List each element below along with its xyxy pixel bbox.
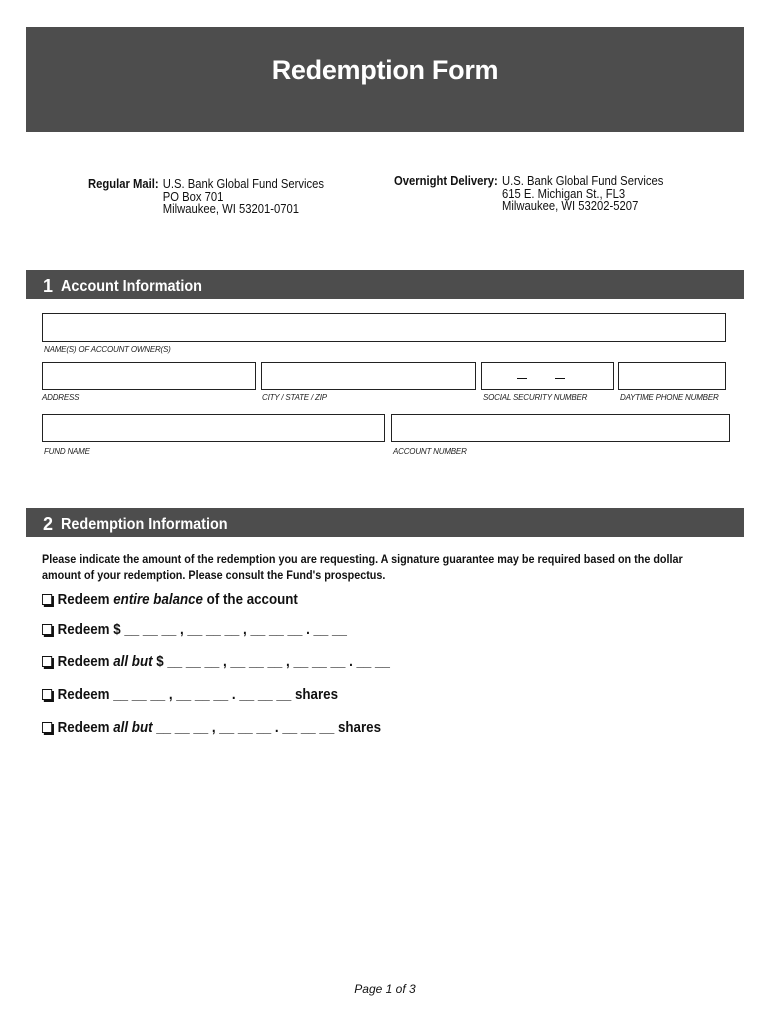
account-number-label: ACCOUNT NUMBER bbox=[393, 447, 467, 456]
section-1-header bbox=[26, 270, 744, 299]
title-banner bbox=[26, 27, 744, 132]
regular-mail-block bbox=[88, 177, 325, 216]
overnight-delivery-line: 615 E. Michigan St., FL3 bbox=[502, 186, 626, 201]
checkbox-icon[interactable] bbox=[42, 624, 52, 635]
owner-names-label: NAME(S) OF ACCOUNT OWNER(S) bbox=[44, 345, 171, 354]
option-text: of the account bbox=[202, 592, 298, 608]
option-text: __ __ __ , __ __ __ . __ __ __ shares bbox=[152, 720, 381, 736]
phone-label: DAYTIME PHONE NUMBER bbox=[620, 393, 719, 402]
page-number: Page 1 of 3 bbox=[354, 982, 416, 996]
checkbox-icon[interactable] bbox=[42, 656, 52, 667]
checkbox-icon[interactable] bbox=[42, 594, 52, 605]
option-text: Redeem $ __ __ __ , __ __ __ , __ __ __ . __ __ bbox=[57, 622, 347, 638]
overnight-delivery-line: Milwaukee, WI 53202-5207 bbox=[502, 199, 639, 213]
option-text: Redeem __ __ __ , __ __ __ . __ __ __ shares bbox=[57, 687, 338, 703]
overnight-delivery-line: U.S. Bank Global Fund Services bbox=[502, 174, 664, 188]
option-all-but-shares[interactable] bbox=[42, 720, 381, 736]
option-text: $ __ __ __ , __ __ __ , __ __ __ . __ __ bbox=[152, 654, 390, 670]
regular-mail-line: PO Box 701 bbox=[162, 189, 224, 204]
owner-names-field[interactable] bbox=[42, 313, 726, 342]
option-text: Redeem bbox=[57, 720, 114, 736]
option-text: Redeem bbox=[57, 592, 114, 608]
account-number-field[interactable] bbox=[391, 414, 730, 442]
section-title: Redemption Information bbox=[61, 516, 228, 533]
overnight-delivery-block bbox=[394, 174, 664, 213]
address-field[interactable] bbox=[42, 362, 256, 390]
instructions-line: amount of your redemption. Please consult the Fund's prospectus. bbox=[42, 568, 386, 582]
section-title: Account Information bbox=[61, 278, 202, 295]
regular-mail-label: Regular Mail: bbox=[88, 177, 159, 191]
city-state-zip-field[interactable] bbox=[261, 362, 476, 390]
option-shares[interactable] bbox=[42, 687, 338, 703]
option-emphasis: all but bbox=[113, 654, 153, 670]
ssn-field[interactable] bbox=[481, 362, 614, 390]
option-emphasis: all but bbox=[113, 720, 153, 736]
ssn-label: SOCIAL SECURITY NUMBER bbox=[483, 393, 588, 402]
instructions-line: Please indicate the amount of the redemption you are requesting. A signature guarantee may be required based on the dollar bbox=[42, 552, 683, 566]
option-text: Redeem bbox=[57, 654, 114, 670]
option-all-but-dollar[interactable] bbox=[42, 654, 390, 670]
phone-field[interactable] bbox=[618, 362, 726, 390]
checkbox-icon[interactable] bbox=[42, 689, 52, 700]
address-label: ADDRESS bbox=[42, 393, 80, 402]
fund-name-field[interactable] bbox=[42, 414, 385, 442]
fund-name-label: FUND NAME bbox=[44, 447, 90, 456]
option-emphasis: entire balance bbox=[113, 592, 203, 608]
city-state-zip-label: CITY / STATE / ZIP bbox=[262, 393, 327, 402]
checkbox-icon[interactable] bbox=[42, 722, 52, 733]
section-2-header bbox=[26, 508, 744, 537]
option-dollar-amount[interactable] bbox=[42, 622, 347, 638]
page-title: Redemption Form bbox=[271, 55, 499, 85]
ssn-separator bbox=[555, 378, 565, 379]
section-number: 2 bbox=[43, 514, 54, 534]
regular-mail-line: U.S. Bank Global Fund Services bbox=[162, 177, 325, 191]
overnight-delivery-label: Overnight Delivery: bbox=[394, 174, 498, 188]
regular-mail-line: Milwaukee, WI 53201-0701 bbox=[162, 202, 300, 216]
redemption-instructions bbox=[42, 551, 744, 583]
ssn-separator bbox=[517, 378, 527, 379]
option-entire-balance[interactable] bbox=[42, 592, 298, 608]
section-number: 1 bbox=[43, 276, 54, 296]
